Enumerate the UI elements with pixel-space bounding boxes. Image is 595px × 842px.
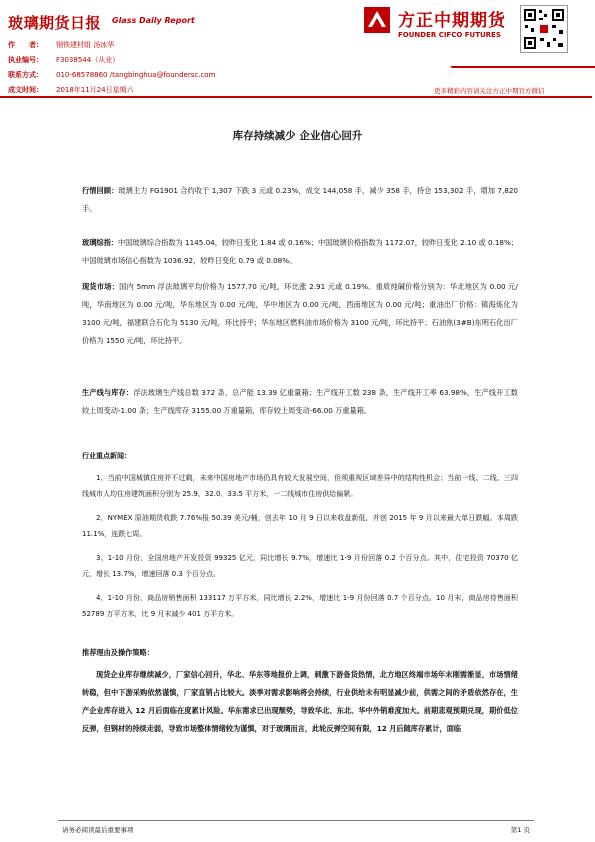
meta-value: F3038544（从业） <box>56 56 120 64</box>
meta-date <box>8 85 134 95</box>
section-market-review <box>82 182 518 218</box>
meta-license <box>8 55 119 65</box>
meta-label: 执业编号： <box>8 56 43 64</box>
section-spot-market <box>82 278 518 350</box>
meta-author <box>8 40 114 50</box>
meta-label: 作 者： <box>8 41 43 49</box>
qr-code-icon <box>521 6 567 52</box>
news-item: 3、1-10 月份，全国房地产开发投资 99325 亿元，同比增长 9.7%，增速比 1-9 月份回落 0.2 个百分点。其中，住宅投资 70370 亿元，增长 13.7%，增速回落 0.3 个百分点。 <box>82 554 518 578</box>
meta-value: 钢铁建材组 汤冰华 <box>56 41 115 49</box>
footer-notice: 请务必阅读最后重要事项 <box>62 826 134 834</box>
header-divider <box>0 96 592 98</box>
section-heading: 生产线与库存： <box>82 388 134 397</box>
section-body: 玻璃主力 FG1901 合约收于 1,307 下跌 3 元或 0.23%，成交 144,058 手，减少 358 手，持仓 153,302 手，增加 7,820 手。 <box>82 186 518 213</box>
meta-value: 2018年11月24日星期六 <box>56 86 134 94</box>
section-heading: 玻璃综指： <box>82 238 118 247</box>
news-item: 4、1-10 月份，商品房销售面积 133117 万平方米，同比增长 2.2%，增速比 1-9 月份回落 0.7 个百分点。10 月末，商品房待售面积 52789 万平方米，比 9 月末减少 401 万平方米。 <box>82 594 518 618</box>
news-item: 2、NYMEX 原油期货收跌 7.76%报 50.39 美元/桶，创去年 10 月 9 日以来收盘新低，并创 2015 年 9 月以来最大单日跌幅。本周跌 11.1%，连跌七周。 <box>82 514 518 538</box>
section-glass-index <box>82 234 518 270</box>
wechat-qr-code <box>520 5 568 53</box>
report-title-en: Glass Daily Report <box>112 16 195 25</box>
strategy-heading: 推荐理由及操作策略： <box>82 648 154 657</box>
section-heading: 现货市场： <box>82 282 120 291</box>
founder-logo-icon <box>362 5 392 35</box>
meta-value: 010-68578860 /tangbinghua@foundersc.com <box>56 71 216 79</box>
meta-contact <box>8 70 215 80</box>
meta-label: 成文时间： <box>8 86 43 94</box>
section-production-inventory <box>82 384 518 420</box>
section-industry-news <box>82 448 518 630</box>
section-body: 中国玻璃综合指数为 1145.04，较昨日变化 1.84 或 0.16%；中国玻璃价格指数为 1172.07，较昨日变化 2.10 或 0.18%；中国玻璃市场信心指数为 1036.92，较昨日变化 0.79 或 0.08%。 <box>82 238 518 265</box>
strategy-body: 现货企业库存继续减少，厂家信心回升，华北、华东等地报价上调，刺激下游备货热情，北方地区终端市场年末刚需渐显，市场情绪转稳，但中下游采购依然谨慎，厂家直销占比较大。淡季对需求影响将会持续，行业供给未有明显减少前，供需之间的矛盾依然存在，生产企业库存进入 12 月后面临在度累计风险。华东需求已出现颓势，导致华北、东北、华中外销难度加大。前期悲观预期兑现，期价低位反弹，但钢材的持续走弱，导致市场整体情绪较为谨慎，对于玻璃而言，此轮反弹空间有限，12 月后随库存累计，面临 <box>82 670 518 733</box>
news-heading: 行业重点新闻： <box>82 452 131 460</box>
company-logo <box>362 5 512 65</box>
page-footer <box>58 820 534 834</box>
company-name-en: FOUNDER CIFCO FUTURES <box>398 31 501 39</box>
meta-label: 联系方式： <box>8 71 43 79</box>
section-body: 浮法玻璃生产线总数 372 条，总产能 13.39 亿重量箱；生产线开工数 238 条，生产线开工率 63.98%，生产线开工数较上周变动-1.00 条；生产线库存 3155.00 万重量箱，库存较上周变动-66.00 万重量箱。 <box>82 388 518 415</box>
company-name: 方正中期期货 <box>398 11 506 31</box>
news-item: 1、当前中国城镇住房并不过剩，未来中国房地产市场仍具有较大发展空间，但须重视区域差异中的结构性机会；当前一线、二线、三四线城市人均住房建筑面积分别为 25.9、32.0、33.5 平方米，一二线城市住房供给偏紧。 <box>82 474 518 498</box>
report-header <box>0 0 595 104</box>
page-title: 库存持续减少 企业信心回升 <box>232 130 363 142</box>
section-body: 国内 5mm 浮法玻璃平均价格为 1577.70 元/吨，环比涨 2.91 元或 0.19%。重质纯碱价格分别为：华北地区为 0.00 元/吨，华南地区为 0.00 元/吨，华东地区为 0.00 元/吨，华中地区为 0.00 元/吨，西南地区为 0.00 元/吨；重油出厂价格：镇海炼化为 3100 元/吨，福建联合石化为 5130 元/吨，环比持平；华东地区燃料油市场价格为 3100 元/吨，环比持平；石油焦(3#B)东明石化出厂价格为 1550 元/吨，环比持平。 <box>82 282 518 345</box>
section-strategy <box>82 644 518 738</box>
section-heading: 行情回顾： <box>82 186 119 195</box>
report-title: 玻璃期货日报 <box>8 14 102 32</box>
wechat-banner: 更多精彩内容请关注方正中期官方微信 <box>434 87 545 95</box>
page-number: 第1 页 <box>510 826 530 834</box>
